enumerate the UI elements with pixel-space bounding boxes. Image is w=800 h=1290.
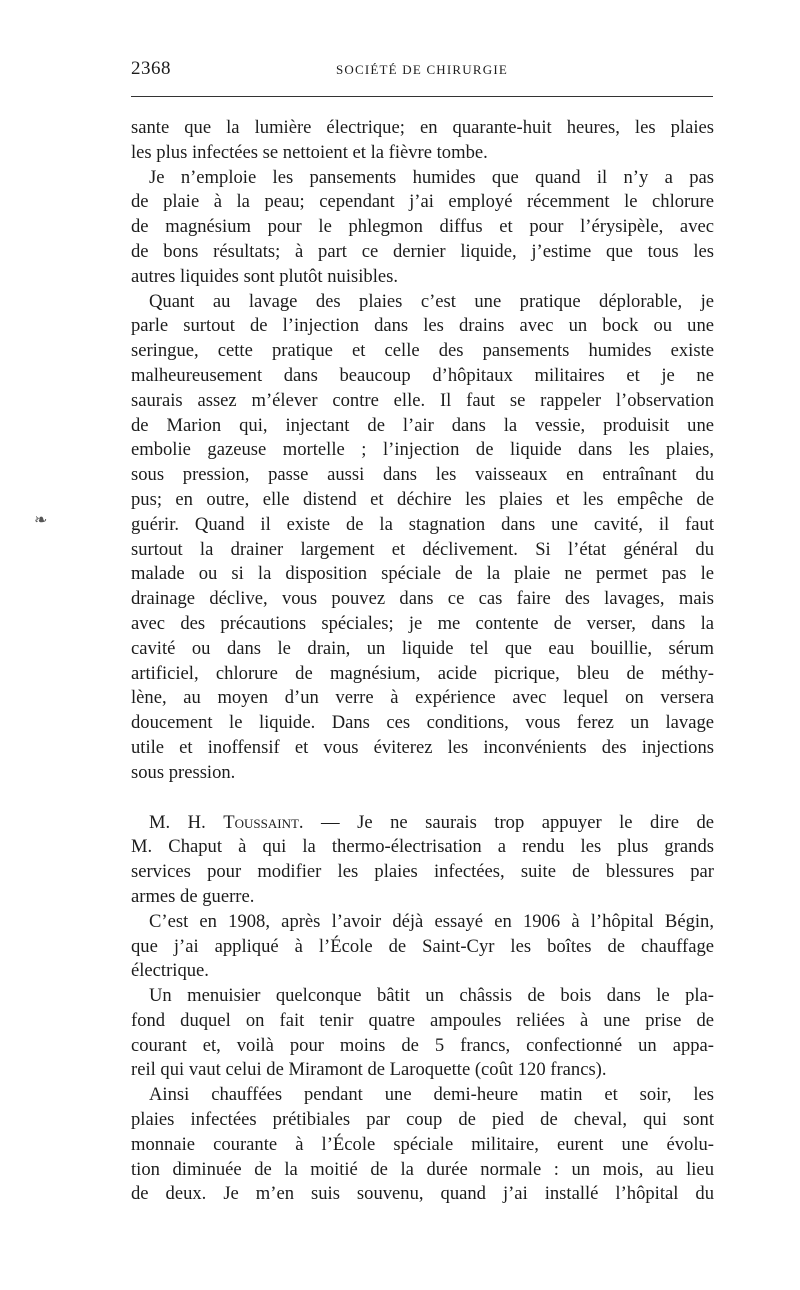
paragraph-4 xyxy=(131,811,714,910)
text-line: que j’ai appliqué à l’École de Saint-Cyr les boîtes de chauffage xyxy=(131,935,714,957)
text-line: courant et, voilà pour moins de 5 francs, confectionné un appa- xyxy=(131,1034,714,1056)
running-head: SOCIÉTÉ DE CHIRURGIE xyxy=(335,62,509,77)
text-line: sous pression. xyxy=(131,761,236,783)
text-line: embolie gazeuse mortelle ; l’injection de liquide dans les plaies, xyxy=(131,439,714,461)
text-line: autres liquides sont plutôt nuisibles. xyxy=(131,265,399,287)
text-line: Ainsi chauffées pendant une demi-heure matin et soir, les xyxy=(149,1084,714,1106)
text-line: seringue, cette pratique et celle des pansements humides existe xyxy=(131,340,714,362)
text-line: armes de guerre. xyxy=(131,885,255,907)
paragraph-gap xyxy=(131,786,714,811)
paragraph-5 xyxy=(131,910,714,984)
text-line: pus; en outre, elle distend et déchire les plaies et les empêche de xyxy=(131,488,714,510)
text-line: de plaie à la peau; cependant j’ai employé récemment le chlorure xyxy=(131,191,714,213)
text-body xyxy=(131,116,714,1207)
text-line: de Marion qui, injectant de l’air dans la vessie, produisit une xyxy=(131,414,714,436)
margin-mark: ❧ xyxy=(34,512,48,529)
text-line: saurais assez m’élever contre elle. Il faut se rappeler l’observation xyxy=(131,389,714,411)
text-line: malheureusement dans beaucoup d’hôpitaux militaires et je ne xyxy=(131,364,714,386)
text-line: services pour modifier les plaies infectées, suite de blessures par xyxy=(131,861,714,883)
speaker-initials: M. H. xyxy=(149,811,206,833)
text-line: Un menuisier quelconque bâtit un châssis de bois dans le pla- xyxy=(149,985,714,1007)
paragraph-2 xyxy=(131,166,714,290)
text-line: surtout la drainer largement et déclivement. Si l’état général du xyxy=(131,538,714,560)
text-line: de magnésium pour le phlegmon diffus et pour l’érysipèle, avec xyxy=(131,216,714,238)
text-line: lène, au moyen d’un verre à expérience avec lequel on versera xyxy=(131,687,714,709)
text-line: reil qui vaut celui de Miramont de Laroquette (coût 120 francs). xyxy=(131,1059,607,1081)
text-line: Quant au lavage des plaies c’est une pratique déplorable, je xyxy=(149,290,714,312)
paragraph-6 xyxy=(131,984,714,1083)
text-line: utile et inoffensif et vous éviterez les inconvénients des injections xyxy=(131,736,714,758)
text-line: cavité ou dans le drain, un liquide tel que eau bouillie, sérum xyxy=(131,637,714,659)
text-line: doucement le liquide. Dans ces conditions, vous ferez un lavage xyxy=(131,712,714,734)
text-line: fond duquel on fait tenir quatre ampoules reliées à une prise de xyxy=(131,1009,714,1031)
paragraph-7 xyxy=(131,1083,714,1207)
speaker-name: Toussaint. xyxy=(223,811,304,833)
text-line: malade ou si la disposition spéciale de la plaie ne permet pas le xyxy=(131,563,714,585)
text-line: de bons résultats; à part ce dernier liquide, j’estime que tous les xyxy=(131,240,714,262)
text-line xyxy=(131,811,714,836)
text-line: C’est en 1908, après l’avoir déjà essayé en 1906 à l’hôpital Bégin, xyxy=(149,910,714,932)
text-line: de deux. Je m’en suis souvenu, quand j’ai installé l’hôpital du xyxy=(131,1183,714,1205)
paragraph-1 xyxy=(131,116,714,166)
text-line: les plus infectées se nettoient et la fièvre tombe. xyxy=(131,141,488,163)
page-header xyxy=(131,58,713,86)
text-line: monnaie courante à l’École spéciale militaire, eurent une évolu- xyxy=(131,1133,714,1155)
text-line: M. Chaput à qui la thermo-électrisation a rendu les plus grands xyxy=(131,836,714,858)
text-line: électrique. xyxy=(131,960,209,982)
text-line: drainage déclive, vous pouvez dans ce cas faire des lavages, mais xyxy=(131,588,714,610)
page-number: 2368 xyxy=(131,58,171,79)
text-line: avec des précautions spéciales; je me contente de verser, dans la xyxy=(131,612,714,634)
text-line: Je n’emploie les pansements humides que quand il n’y a pas xyxy=(149,166,714,188)
header-rule xyxy=(131,96,713,97)
text-line: sous pression, passe aussi dans les vaisseaux en entraînant du xyxy=(131,464,714,486)
text-line: parle surtout de l’injection dans les drains avec un bock ou une xyxy=(131,315,714,337)
text-fragment: — Je ne saurais trop appuyer le dire de xyxy=(303,811,714,833)
text-line: artificiel, chlorure de magnésium, acide picrique, bleu de méthy- xyxy=(131,662,714,684)
text-line: guérir. Quand il existe de la stagnation dans une cavité, il faut xyxy=(131,513,714,535)
text-line: tion diminuée de la moitié de la durée normale : un mois, au lieu xyxy=(131,1158,714,1180)
text-line: sante que la lumière électrique; en quarante-huit heures, les plaies xyxy=(131,117,714,138)
paragraph-3 xyxy=(131,290,714,786)
text-line: plaies infectées prétibiales par coup de pied de cheval, qui sont xyxy=(131,1109,714,1131)
